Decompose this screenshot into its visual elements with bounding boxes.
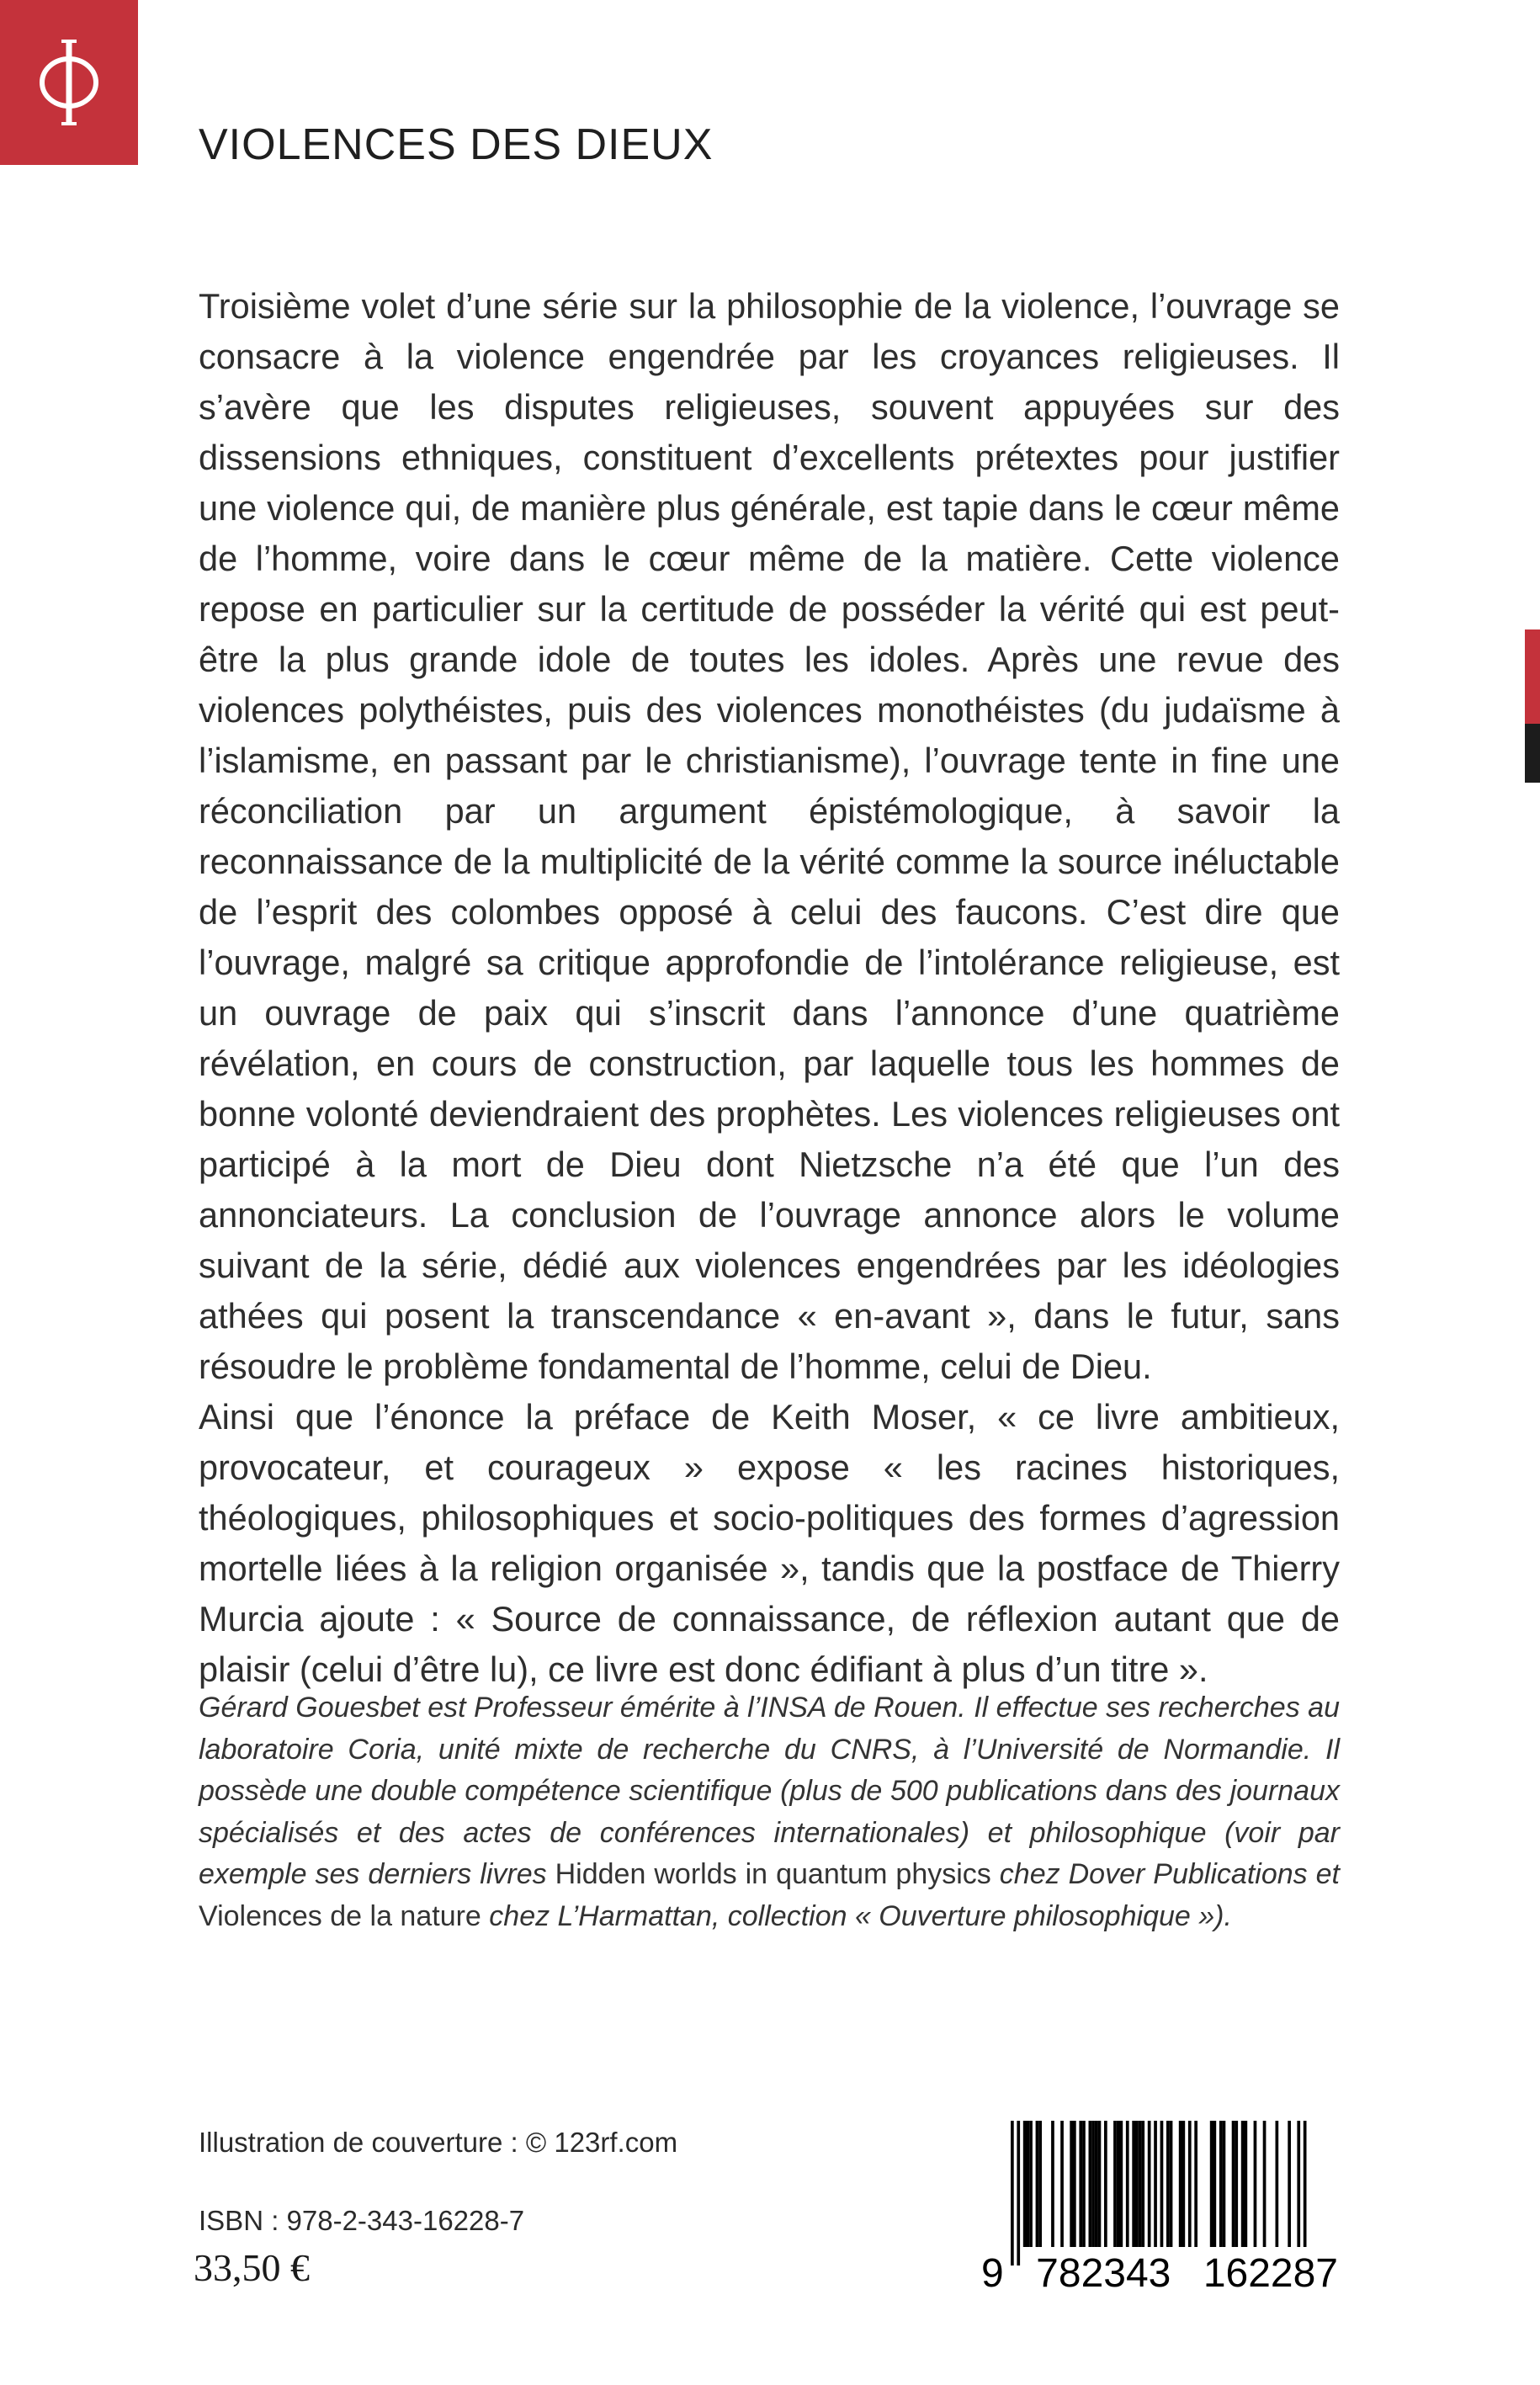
- barcode-bar: [1027, 2121, 1030, 2247]
- book-title-hidden-worlds: Hidden worlds in quantum physics: [555, 1858, 991, 1890]
- barcode-bar: [1219, 2121, 1223, 2247]
- summary-paragraph: Troisième volet d’une série sur la philosophie de la violence, l’ouvrage se consacre à la violence engendrée par les croyances religieuses. Il s’avère que les disputes religieuses, souvent appuyées sur des dissensions ethniques, constituent d’excellents prétextes pour justifier une violence qui, de manière plus générale, est tapie dans le cœur même de l’homme, voire dans le cœur même de la matière. Cette violence repose en particulier sur la certitude de posséder la vérité qui est peut-être la plus grande idole de toutes les idoles. Après une revue des violences polythéistes, puis des violences monothéistes (du judaïsme à l’islamisme, en passant par le christianisme), l’ouvrage tente in fine une réconciliation par un argument épistémologique, à savoir la reconnaissance de la multiplicité de la vérité comme la source inéluctable de l’esprit des colombes opposé à celui des faucons. C’est dire que l’ouvrage, malgré sa critique approfondie de l’intolérance religieuse, est un ouvrage de paix qui s’inscrit dans l’annonce d’une quatrième révélation, en cours de construction, par laquelle tous les hommes de bonne volonté deviendraient des prophètes. Les violences religieuses ont participé à la mort de Dieu dont Nietzsche n’a été que l’un des annonciateurs. La conclusion de l’ouvrage annonce alors le volume suivant de la série, dédié aux violences engendrées par les idéologies athées qui posent la transcendance « en-avant », dans le futur, sans résoudre le problème fondamental de l’homme, celui de Dieu.: [199, 286, 1340, 1386]
- book-title-violences-nature: Violences de la nature: [199, 1899, 481, 1932]
- barcode-digits: [979, 2240, 1341, 2308]
- barcode-bar: [1235, 2121, 1238, 2247]
- back-cover-summary: [199, 281, 1340, 1695]
- barcode-bar: [1141, 2121, 1144, 2247]
- barcode-bar: [1241, 2121, 1245, 2247]
- barcode-bar: [1095, 2121, 1098, 2247]
- barcode-bar: [1117, 2121, 1120, 2247]
- barcode-bar: [1023, 2121, 1027, 2247]
- barcode-bar: [1166, 2121, 1170, 2247]
- barcode-bar: [1104, 2121, 1107, 2247]
- barcode-bar: [1132, 2121, 1135, 2247]
- barcode-bar: [1126, 2121, 1129, 2247]
- barcode-bar: [1276, 2121, 1279, 2247]
- author-bio-text: chez L’Harmattan, collection « Ouverture philosophique »).: [481, 1899, 1232, 1932]
- barcode-bar: [1036, 2121, 1039, 2247]
- barcode-bar: [1288, 2121, 1291, 2247]
- price: 33,50 €: [194, 2246, 310, 2289]
- phi-icon: [34, 36, 104, 129]
- author-bio-text: chez Dover Publications et: [990, 1858, 1340, 1890]
- author-bio-text: est Professeur émérite à l’INSA de Rouen. Il effectue ses recherches au laboratoire Coria, unité mixte de recherche du CNRS, à l’Université de Normandie. Il possède une double compétence scientifique (plus de 500 publications dans des journaux spécialisés et des actes de conférences internationales) et philosophique (voir par exemple ses derniers livres: [199, 1692, 1340, 1890]
- barcode-bar: [1073, 2121, 1076, 2247]
- publisher-logo: [0, 0, 138, 165]
- barcode-bar: [1082, 2121, 1086, 2247]
- barcode-bar: [1232, 2121, 1235, 2247]
- barcode-bar: [1254, 2121, 1257, 2247]
- barcode-bar: [1135, 2121, 1139, 2247]
- barcode-bar: [1148, 2121, 1151, 2247]
- spine-edge-mark: [1525, 629, 1540, 783]
- barcode-bar: [1188, 2121, 1192, 2247]
- barcode-bar: [1210, 2121, 1213, 2247]
- barcode-bar: [1098, 2121, 1102, 2247]
- barcode-bar: [1079, 2121, 1082, 2247]
- barcode-bar: [1089, 2121, 1092, 2247]
- barcode-bar: [1182, 2121, 1186, 2247]
- barcode-left-group: 782343: [1033, 2247, 1173, 2301]
- barcode-first-digit: 9: [979, 2247, 1006, 2301]
- barcode-bar: [1070, 2121, 1073, 2247]
- author-bio-paragraph: [199, 1687, 1340, 1937]
- barcode-bar: [1120, 2121, 1123, 2247]
- barcode-bar: [1245, 2121, 1248, 2247]
- isbn: ISBN : 978-2-343-16228-7: [199, 2205, 525, 2236]
- cover-credit: Illustration de couverture : © 123rf.com: [199, 2127, 678, 2158]
- barcode-bar: [1113, 2121, 1117, 2247]
- barcode-bar: [1091, 2121, 1095, 2247]
- barcode-right-group: 162287: [1201, 2247, 1341, 2301]
- barcode-bar: [1170, 2121, 1173, 2247]
- barcode-bar: [1139, 2121, 1142, 2247]
- barcode-bar: [1263, 2121, 1267, 2247]
- barcode-bar: [1038, 2121, 1042, 2247]
- book-title: VIOLENCES DES DIEUX: [199, 120, 714, 169]
- barcode-bar: [1179, 2121, 1182, 2247]
- barcode-bar: [1051, 2121, 1054, 2247]
- barcode-bar: [1213, 2121, 1217, 2247]
- summary-paragraph-preface-quote: Ainsi que l’énonce la préface de Keith Moser, « ce livre ambitieux, provocateur, et courageux » expose « les racines historiques, théologiques, philosophiques et socio-politiques des formes d’agression mortelle liées à la religion organisée », tandis que la postface de Thierry Murcia ajoute : « Source de connaissance, de réflexion autant que de plaisir (celui d’être lu), ce livre est donc édifiant à plus d’un titre ».: [199, 1397, 1340, 1689]
- author-name: Gérard Gouesbet: [199, 1692, 420, 1724]
- barcode-bar: [1194, 2121, 1197, 2247]
- barcode-bar: [1029, 2121, 1033, 2247]
- barcode-bar: [1223, 2121, 1226, 2247]
- author-biography: [199, 1687, 1340, 1937]
- barcode-bar: [1060, 2121, 1064, 2247]
